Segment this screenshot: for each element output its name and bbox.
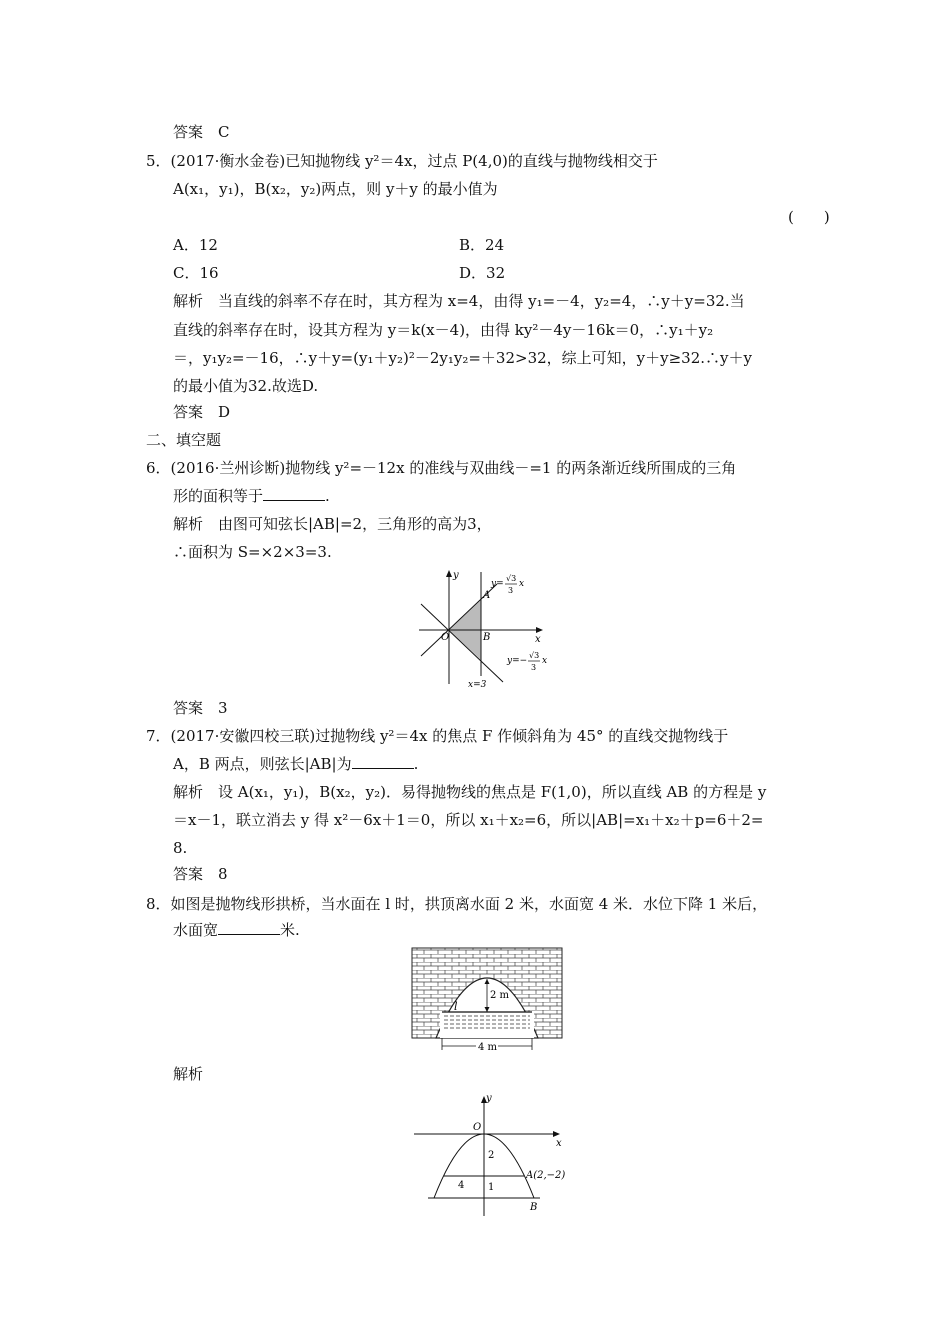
q5-solution-line4: 的最小值为32.故选D.	[173, 377, 319, 395]
x-axis-label: x	[556, 1138, 562, 1149]
y-axis-arrow	[446, 570, 452, 577]
asymptote-top-lhs: y=	[491, 579, 504, 589]
asymptote-bottom-frac-num: √3	[529, 651, 540, 660]
y-axis-label: y	[453, 570, 459, 581]
q5-option-b: B．24	[459, 236, 505, 254]
q5-option-a: A．12	[173, 236, 218, 254]
point-a-label: A	[483, 590, 491, 601]
origin-label: O	[441, 632, 450, 643]
q8-stem-end: 米.	[280, 921, 300, 939]
q6-figure	[415, 566, 585, 690]
height-one-label: 1	[488, 1182, 495, 1193]
point-b-label: B	[530, 1202, 538, 1213]
asymptote-negative	[421, 604, 503, 682]
x-axis-arrow	[553, 1131, 560, 1137]
q8-stem-line1: 8．如图是抛物线形拱桥，当水面在 l 时，拱顶离水面 2 米，水面宽 4 米．水位下降 1 米后，	[146, 895, 768, 913]
q5-stem-line2: A(x₁，y₁)，B(x₂，y₂)两点，则 y＋y 的最小值为	[173, 180, 498, 198]
q5-option-d: D．32	[459, 264, 506, 282]
q5-option-c: C．16	[173, 264, 219, 282]
q7-stem-line2	[173, 754, 418, 774]
q7-solution-line3: 8.	[173, 839, 188, 857]
answer-q7: 答案 8	[173, 865, 228, 883]
height-two-label: 2	[488, 1150, 495, 1161]
q8-blank	[218, 922, 280, 935]
q6-stem-end: .	[325, 487, 330, 505]
q7-solution-line1: 解析 设 A(x₁，y₁)，B(x₂，y₂)．易得抛物线的焦点是 F(1,0)，所以直线 AB 的方程是 y	[173, 783, 767, 801]
q6-blank	[263, 488, 325, 501]
q5-answer-paren: ( )	[788, 208, 830, 226]
q6-stem-line1: 6．(2016·兰州诊断)抛物线 y²=－12x 的准线与双曲线－=1 的两条渐近线所围成的三角	[146, 459, 737, 477]
q7-blank	[352, 756, 414, 769]
q5-stem-line1: 5．(2017·衡水金卷)已知抛物线 y²＝4x，过点 P(4,0)的直线与抛物线相交于	[146, 152, 658, 170]
asymptote-bottom-frac-den: 3	[531, 663, 537, 672]
q7-stem-line1: 7．(2017·安徽四校三联)过抛物线 y²＝4x 的焦点 F 作倾斜角为 45° 的直线交抛物线于	[146, 727, 729, 745]
arch-bridge-figure	[410, 946, 564, 1052]
q6-stem-text: 形的面积等于	[173, 487, 264, 505]
parabola-figure	[410, 1090, 570, 1218]
point-a-label: A(2,−2)	[526, 1170, 566, 1181]
asymptote-top-frac-den: 3	[508, 586, 514, 595]
q5-solution-line1: 解析 当直线的斜率不存在时，其方程为 x=4，由得 y₁=－4，y₂=4，∴y＋y=32.当	[173, 292, 745, 310]
q7-stem-end: .	[413, 755, 419, 773]
y-axis-label: y	[486, 1093, 492, 1104]
height-label: 2 m	[490, 990, 510, 1001]
q7-solution-line2: ＝x－1，联立消去 y 得 x²－6x＋1＝0，所以 x₁＋x₂=6，所以|AB|=x₁＋x₂＋p=6＋2=	[173, 811, 764, 829]
q6-solution-line1: 解析 由图可知弦长|AB|=2，三角形的高为3，	[173, 515, 492, 533]
water-level-label: l	[454, 1000, 458, 1013]
q8-solution-label: 解析	[173, 1065, 204, 1083]
answer-q5: 答案 D	[173, 403, 231, 421]
asymptote-top-frac-num: √3	[506, 574, 517, 583]
q5-solution-line3: ＝，y₁y₂=－16，∴y＋y=(y₁＋y₂)²－2y₁y₂=＋32>32，综上可知，y＋y≥32.∴y＋y	[173, 349, 752, 367]
directrix-label: x=3	[468, 680, 487, 690]
q8-stem-line2	[173, 920, 300, 940]
asymptote-bottom-var: x	[542, 656, 548, 666]
asymptote-top-var: x	[519, 579, 525, 589]
x-axis-arrow	[536, 627, 543, 633]
origin-label: O	[473, 1122, 482, 1133]
width-four-label: 4	[458, 1180, 465, 1191]
q7-stem-text: A，B 两点，则弦长|AB|为	[173, 755, 352, 773]
q6-solution-line2: ∴面积为 S=×2×3=3.	[173, 543, 332, 561]
section-heading: 二、填空题	[146, 431, 222, 449]
x-axis-label: x	[535, 634, 541, 645]
answer-q6: 答案 3	[173, 699, 228, 717]
answer-q4: 答案 C	[173, 123, 230, 141]
q6-stem-line2	[173, 486, 330, 506]
q5-solution-line2: 直线的斜率存在时，设其方程为 y＝k(x－4)，由得 ky²－4y－16k＝0，∴y₁＋y₂	[173, 321, 714, 339]
q8-stem-text: 水面宽	[173, 921, 219, 939]
width-label: 4 m	[478, 1042, 498, 1052]
point-b-label: B	[483, 632, 491, 643]
asymptote-bottom-lhs: y=−	[507, 656, 528, 666]
